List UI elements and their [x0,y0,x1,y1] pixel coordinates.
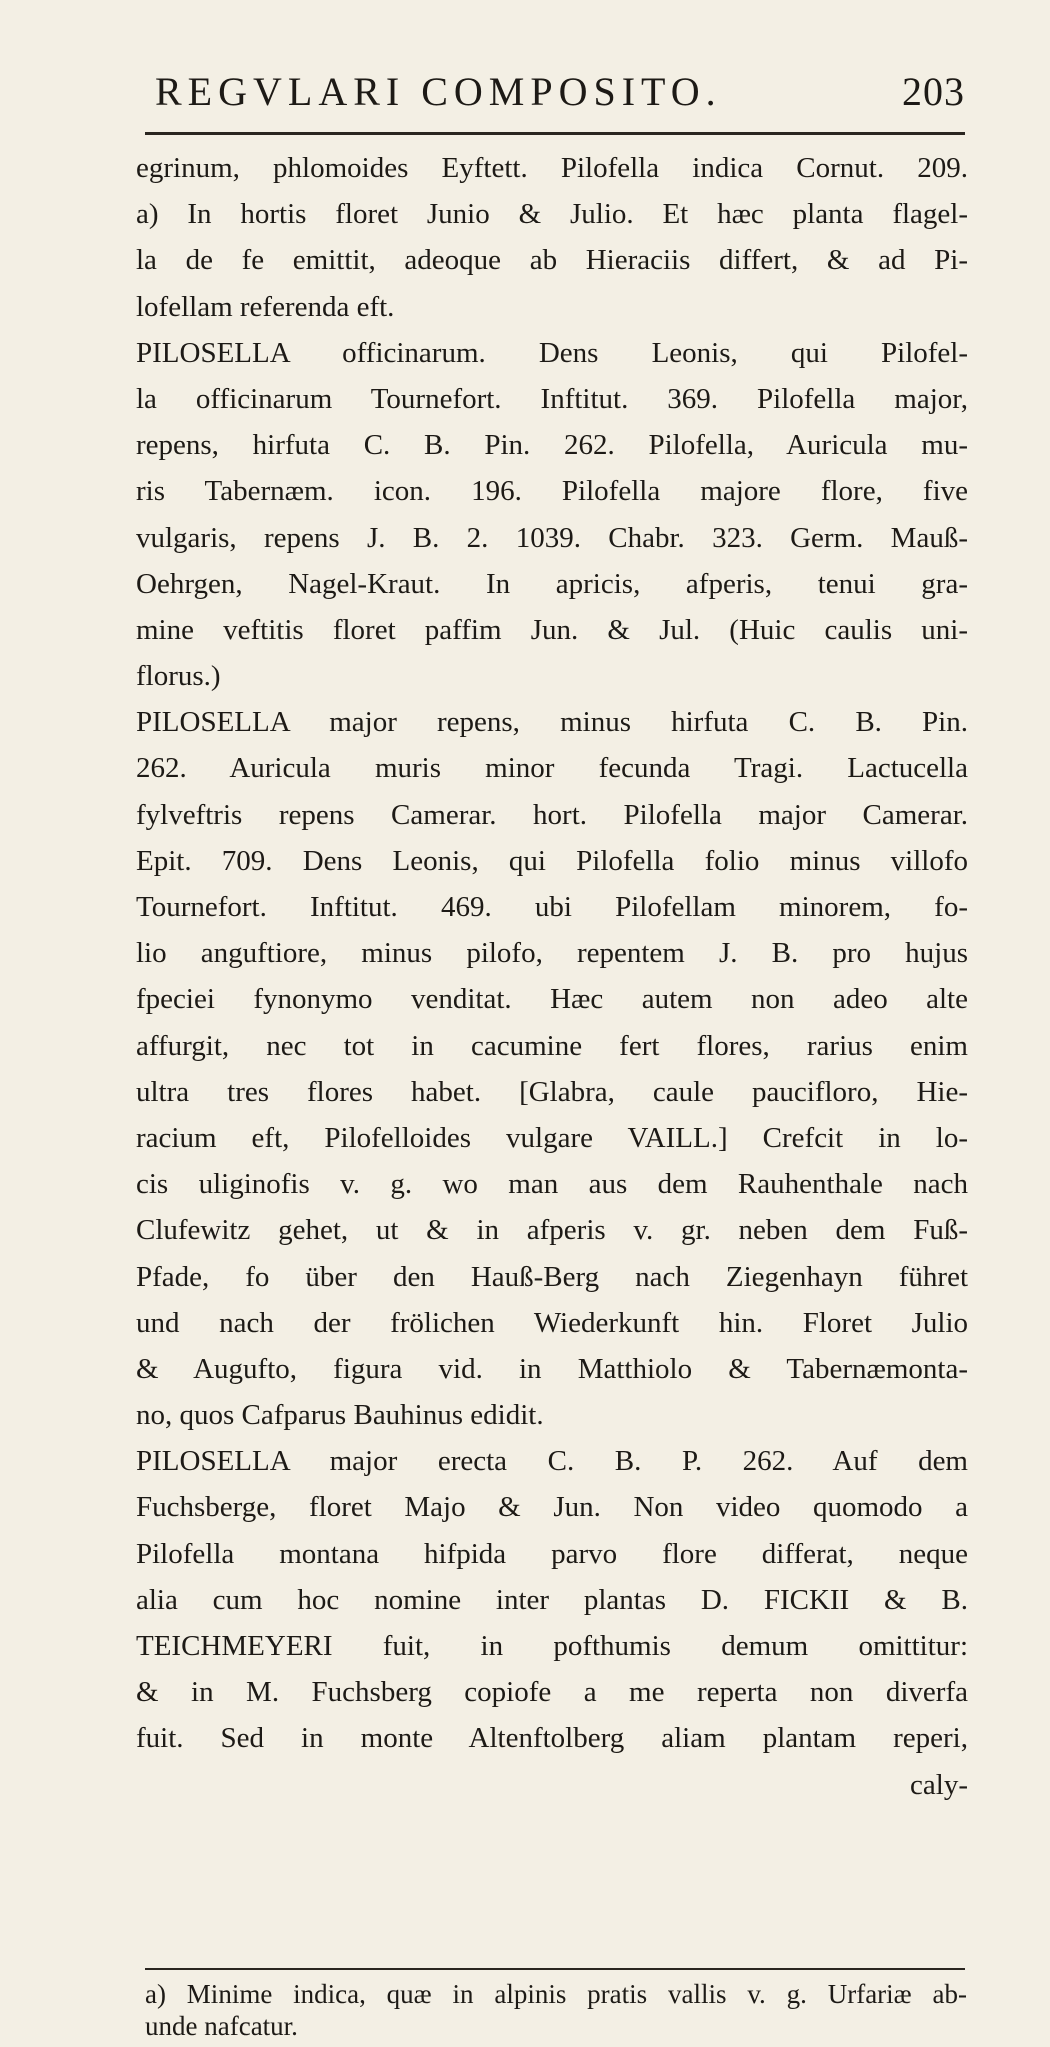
text-line: la officinarum Tournefort. Inftitut. 369. Pilofella major, [136,382,968,415]
text-line: fuit. Sed in monte Altenftolberg aliam plantam reperi, [136,1722,968,1755]
text-line: fylveftris repens Camerar. hort. Pilofella major Camerar. [136,798,968,831]
text-line: & Augufto, figura vid. in Matthiolo & Tabernæmonta- [136,1352,968,1385]
footnote-line: a) Minime indica, quæ in alpinis pratis vallis v. g. Urfariæ ab- [145,1979,967,2009]
text-line: Pilofella montana hifpida parvo flore differat, neque [136,1537,968,1570]
text-line: florus.) [136,660,221,693]
running-title: REGVLARI COMPOSITO. [155,69,722,114]
footnote-line: unde nafcatur. [145,2011,298,2041]
header-rule [145,132,965,135]
text-line: cis uliginofis v. g. wo man aus dem Rauhenthale nach [136,1168,968,1201]
text-line: Fuchsberge, floret Majo & Jun. Non video quomodo a [136,1491,968,1524]
footnote-rule [145,1968,965,1970]
text-line: ris Tabernæm. icon. 196. Pilofella majore flore, five [136,475,968,508]
text-line: Oehrgen, Nagel-Kraut. In apricis, afperis, tenui gra- [136,567,968,600]
text-line: lio anguftiore, minus pilofo, repentem J. B. pro hujus [136,937,968,970]
text-line: PILOSELLA major repens, minus hirfuta C. B. Pin. [136,706,968,739]
text-line: egrinum, phlomoides Eyftett. Pilofella indica Cornut. 209. [136,152,968,184]
text-line: vulgaris, repens J. B. 2. 1039. Chabr. 323. Germ. Mauß- [136,521,968,554]
text-line: Epit. 709. Dens Leonis, qui Pilofella folio minus villofo [136,844,968,877]
text-line: PILOSELLA major erecta C. B. P. 262. Auf dem [136,1445,968,1478]
text-line: lofellam referenda eft. [136,290,395,323]
text-line: Tournefort. Inftitut. 469. ubi Pilofellam minorem, fo- [136,891,968,923]
text-line: 262. Auricula muris minor fecunda Tragi. Lactucella [136,752,968,785]
text-line: affurgit, nec tot in cacumine fert flores, rarius enim [136,1029,968,1062]
text-line: caly- [910,1768,968,1801]
page-number: 203 [902,69,965,114]
text-line: ultra tres flores habet. [Glabra, caule paucifloro, Hie- [136,1075,968,1108]
text-line: la de fe emittit, adeoque ab Hieraciis differt, & ad Pi- [136,244,968,277]
text-line: alia cum hoc nomine inter plantas D. FICKII & B. [136,1583,968,1616]
text-line: a) In hortis floret Junio & Julio. Et hæc planta flagel- [136,198,968,231]
text-line: repens, hirfuta C. B. Pin. 262. Pilofella, Auricula mu- [136,429,968,462]
footnote [145,1978,967,2042]
text-line: und nach der frölichen Wiederkunft hin. Floret Julio [136,1306,968,1339]
text-line: Clufewitz gehet, ut & in afperis v. gr. neben dem Fuß- [136,1214,968,1247]
text-line: racium eft, Pilofelloides vulgare VAILL.] Crefcit in lo- [136,1121,968,1154]
text-line: no, quos Cafparus Bauhinus edidit. [136,1399,544,1432]
text-line: TEICHMEYERI fuit, in pofthumis demum omittitur: [136,1630,968,1662]
text-line: PILOSELLA officinarum. Dens Leonis, qui Pilofel- [136,336,968,369]
text-line: fpeciei fynonymo venditat. Hæc autem non adeo alte [136,983,968,1016]
body-text [136,145,968,1808]
text-line: mine veftitis floret paffim Jun. & Jul. (Huic caulis uni- [136,613,968,646]
text-line: Pfade, fo über den Hauß-Berg nach Ziegenhayn führet [136,1260,968,1293]
text-line: & in M. Fuchsberg copiofe a me reperta non diverfa [136,1676,968,1709]
